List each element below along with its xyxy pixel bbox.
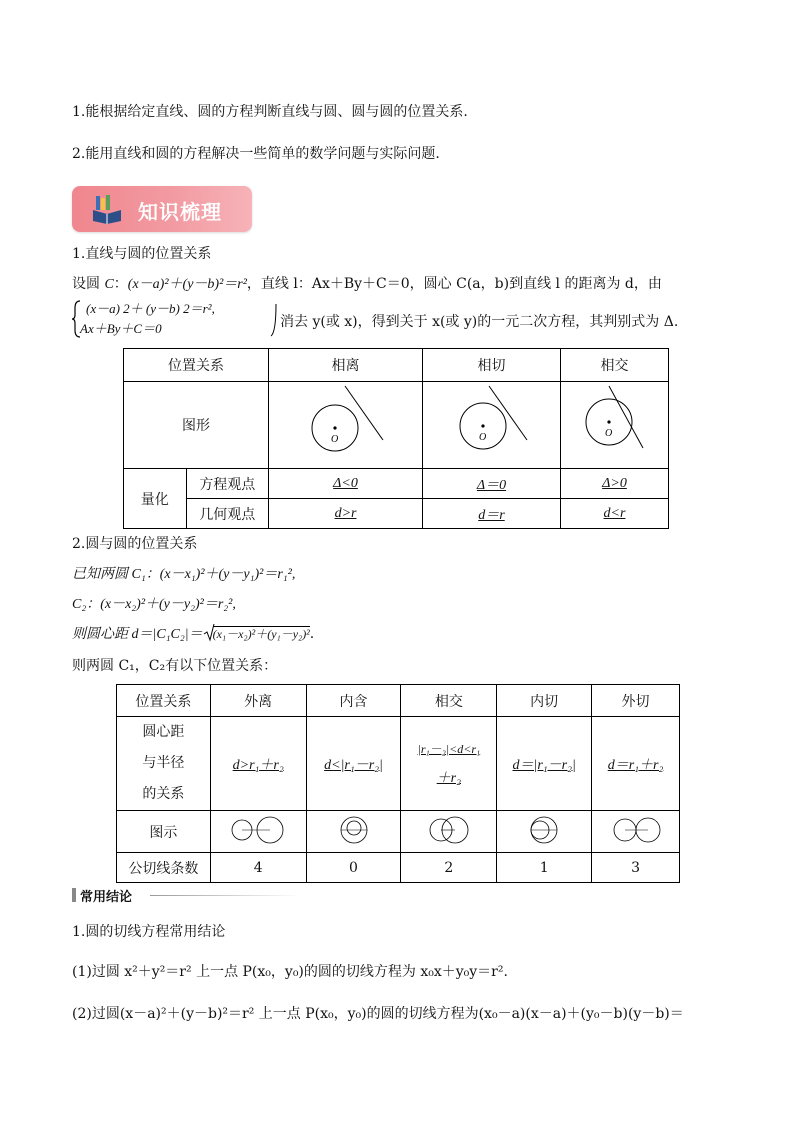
section2-line2: C₂：(x－x₂)²＋(y－y₂)²＝r₂², <box>72 597 236 612</box>
radical-sign-icon <box>203 623 215 643</box>
common-label-bar <box>72 888 76 902</box>
equation-system <box>72 298 272 338</box>
relation-external: d>r₁＋r₂ <box>232 757 284 773</box>
distance-formula-prefix: 则圆心距 d＝|C₁C₂|＝ <box>72 627 203 642</box>
common-label-underline <box>150 895 300 896</box>
figure-external <box>210 811 306 853</box>
center-label: O <box>479 432 487 443</box>
section2-line3: 则圆心距 d＝|C₁C₂|＝ (x₁－x₂)²＋(y₁－y₂)². <box>72 623 314 643</box>
table1-header-intersect: 相交 <box>560 349 668 382</box>
center-label: O <box>330 434 338 445</box>
table2-header-internal-tangent: 内切 <box>497 685 592 717</box>
tangent-count-external: 4 <box>210 853 306 883</box>
section-banner <box>72 186 252 232</box>
geo-value-intersect: d<r <box>603 506 626 521</box>
section2-line1: 已知两圆 C₁：(x－x₁)²＋(y－y₁)²＝r₁², <box>72 567 296 582</box>
geo-value-tangent: d＝r <box>478 507 505 523</box>
table2-relation-label <box>117 717 211 811</box>
relation-label-line: 的关系 <box>142 786 185 802</box>
objective-2: 2.能用直线和圆的方程解决一些简单的数学问题与实际问题. <box>72 146 440 162</box>
section2-heading: 2.圆与圆的位置关系 <box>72 536 198 552</box>
table2-figure-label: 图示 <box>117 811 211 853</box>
after-system-text: 消去 y(或 x)，得到关于 x(或 y)的一元二次方程，其判别式为 Δ. <box>280 314 679 330</box>
tangent-count-internal-tangent: 1 <box>497 853 592 883</box>
relation-intersect: |r₁－₂|<d<r₁ <box>417 742 481 756</box>
table2-header-external: 外离 <box>210 685 306 717</box>
table1-header-relation: 位置关系 <box>124 349 269 382</box>
geo-value-separate: d>r <box>334 506 357 521</box>
section1-setup: 设圆 C：(x－a)²＋(y－b)²＝r²，直线 l：Ax＋By＋C＝0，圆心 C(a，b)到直线 l 的距离为 d，由 <box>72 276 662 292</box>
relation-label-line: 与半径 <box>142 755 185 771</box>
table1-geo-label: 几何观点 <box>186 499 268 529</box>
system-row-1: (x－a) 2＋ (y－b) 2＝r², <box>86 301 215 316</box>
distance-radical <box>203 625 310 642</box>
figure-internal-tangent <box>497 811 592 853</box>
table2-tangent-label: 公切线条数 <box>117 853 211 883</box>
common-item-1: (1)过圆 x²＋y²＝r² 上一点 P(x₀，y₀)的圆的切线方程为 x₀x＋y₀y＝r². <box>72 964 508 980</box>
relation-external-tangent: d＝r₁＋r₂ <box>607 757 664 773</box>
section1-heading: 1.直线与圆的位置关系 <box>72 246 212 262</box>
objective-1: 1.能根据给定直线、圆的方程判断直线与圆、圆与圆的位置关系. <box>72 104 468 120</box>
center-label: O <box>605 428 613 439</box>
circle-equation: (x－a)²＋(y－b)²＝r² <box>127 277 247 292</box>
common-item-2: (2)过圆(x－a)²＋(y－b)²＝r² 上一点 P(x₀，y₀)的圆的切线方程为(x₀－a)(x－a)＋(y₀－b)(y－b)＝ <box>72 1006 684 1022</box>
table1-header-tangent: 相切 <box>423 349 561 382</box>
line-circle-table <box>123 348 669 529</box>
circle-circle-table <box>116 684 680 883</box>
figure-intersect <box>560 382 668 469</box>
radical-content: (x₁－x₂)²＋(y₁－y₂)² <box>212 627 310 641</box>
relation-label-line: 圆心距 <box>142 724 185 740</box>
table2-header-external-tangent: 外切 <box>592 685 680 717</box>
line-description: ，直线 l：Ax＋By＋C＝0，圆心 C(a，b)到直线 l 的距离为 d，由 <box>246 276 662 292</box>
figure-external-tangent <box>592 811 680 853</box>
tangent-count-contained: 0 <box>306 853 401 883</box>
setup-prefix: 设圆 <box>72 276 100 292</box>
book-icon <box>90 194 124 224</box>
common-label: 常用结论 <box>80 890 133 905</box>
eq-value-tangent: Δ＝0 <box>476 477 507 493</box>
circle-label: C <box>104 277 114 292</box>
table2-header-relation: 位置关系 <box>117 685 211 717</box>
tangent-count-external-tangent: 3 <box>592 853 680 883</box>
section2-line4: 则两圆 C₁，C₂有以下位置关系： <box>72 658 278 674</box>
table2-header-contained: 内含 <box>306 685 401 717</box>
figure-separate <box>269 382 423 469</box>
common-heading: 1.圆的切线方程常用结论 <box>72 924 226 940</box>
relation-internal-tangent: d＝|r₁－r₂| <box>512 757 576 773</box>
eq-value-intersect: Δ>0 <box>602 476 627 491</box>
right-bracket-icon <box>270 302 278 338</box>
tangent-count-intersect: 2 <box>401 853 497 883</box>
relation-contained: d<|r₁－r₂| <box>324 757 383 773</box>
banner-title: 知识梳理 <box>138 200 222 224</box>
figure-contained <box>306 811 401 853</box>
figure-intersect-circles <box>401 811 497 853</box>
table1-quantify-label: 量化 <box>124 469 187 529</box>
relation-intersect-extra: ＋r₂ <box>436 771 461 786</box>
table2-header-intersect: 相交 <box>401 685 497 717</box>
table1-eq-label: 方程观点 <box>186 469 268 499</box>
table1-figure-label: 图形 <box>124 382 269 469</box>
system-row-2: Ax＋By＋C＝0 <box>80 321 162 336</box>
table1-header-separate: 相离 <box>269 349 423 382</box>
figure-tangent <box>423 382 561 469</box>
eq-value-separate: Δ<0 <box>333 476 358 491</box>
